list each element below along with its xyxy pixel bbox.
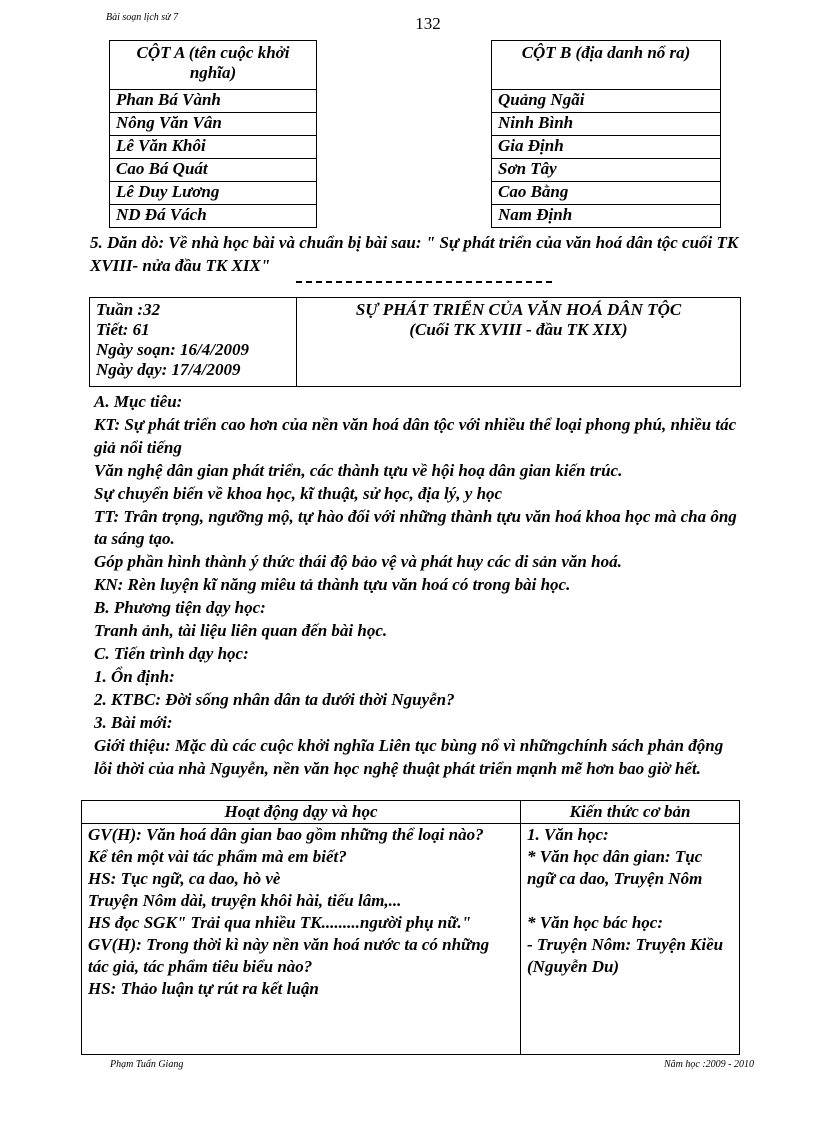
activity-line: Truyện Nôm dài, truyện khôi hài, tiếu lâm,... — [88, 891, 402, 910]
knowledge-line: * Văn học dân gian: Tục ngữ ca dao, Truyện Nôm — [527, 847, 703, 888]
body-line: 3. Bài mới: — [94, 712, 173, 732]
column-a-table — [109, 40, 317, 228]
column-b-item: Ninh Bình — [492, 113, 721, 136]
column-b-item: Sơn Tây — [492, 159, 721, 182]
section-heading-process: C. Tiến trình dạy học: — [94, 643, 249, 663]
column-b-item: Nam Định — [492, 205, 721, 228]
column-b-header: CỘT B (địa danh nổ ra) — [492, 41, 721, 90]
footer-school-year: Năm học :2009 - 2010 — [664, 1059, 754, 1070]
activity-line: HS: Tục ngữ, ca dao, hò vè — [88, 869, 281, 888]
column-a-item: Phan Bá Vành — [110, 90, 317, 113]
body-line: TT: Trân trọng, ngưỡng mộ, tự hào đối với những thành tựu văn hoá khoa học mà cha ông ta sáng tạo. — [94, 506, 737, 549]
activity-line: Kể tên một vài tác phẩm mà em biết? — [88, 847, 347, 866]
knowledge-line: * Văn học bác học: — [527, 913, 663, 932]
lesson-period: Tiết: 61 — [96, 320, 150, 339]
lesson-title-cell — [297, 298, 741, 387]
body-line: KT: Sự phát triển cao hơn của nền văn hoá dân tộc với nhiều thể loại phong phú, nhiều tác giả nổi tiếng — [94, 414, 737, 457]
lesson-meta-cell — [90, 298, 297, 387]
lesson-title: SỰ PHÁT TRIỂN CỦA VĂN HOÁ DÂN TỘC — [355, 300, 682, 319]
body-line: Sự chuyển biến về khoa học, kĩ thuật, sử học, địa lý, y học — [94, 483, 503, 503]
column-a-item: Nông Văn Vân — [110, 113, 317, 136]
page-number: 132 — [415, 14, 441, 33]
body-line: Giới thiệu: Mặc dù các cuộc khởi nghĩa Liên tục bùng nổ vì nhữngchính sách phản động lỗi thời của nhà Nguyễn, nền văn học nghệ thuật phát triển mạnh mẽ hơn bao giờ hết. — [94, 735, 724, 778]
lesson-subtitle: (Cuối TK XVIII - đầu TK XIX) — [409, 320, 628, 339]
knowledge-line — [527, 890, 733, 912]
column-b-item: Quảng Ngãi — [492, 90, 721, 113]
body-line: 1. Ổn định: — [94, 666, 175, 686]
knowledge-line: - Truyện Nôm: Truyện Kiều (Nguyễn Du) — [527, 935, 724, 976]
knowledge-line: 1. Văn học: — [527, 825, 609, 844]
footer-author: Phạm Tuấn Giang — [110, 1059, 184, 1070]
body-line: Tranh ảnh, tài liệu liên quan đến bài học. — [94, 621, 388, 641]
section-heading-objectives: A. Mục tiêu: — [94, 392, 183, 411]
activity-table — [81, 800, 740, 1055]
header-course-title: Bài soạn lịch sử 7 — [106, 12, 179, 23]
column-b-item: Cao Bằng — [492, 182, 721, 205]
section-heading-means: B. Phương tiện dạy học: — [94, 598, 266, 618]
lesson-prep-date: Ngày soạn: 16/4/2009 — [96, 340, 249, 359]
activity-cell — [82, 824, 521, 1055]
column-a-item: Lê Duy Lương — [110, 182, 317, 205]
lesson-week: Tuần :32 — [96, 300, 161, 319]
column-a-header: CỘT A (tên cuộc khởi nghĩa) — [110, 41, 317, 90]
activity-line: GV(H): Trong thời kì này nền văn hoá nước ta có những tác giả, tác phẩm tiêu biểu nào? — [88, 935, 490, 976]
column-a-item: Lê Văn Khôi — [110, 136, 317, 159]
activity-line: HS: Thảo luận tự rút ra kết luận — [88, 979, 319, 998]
activity-line: HS đọc SGK" Trải qua nhiều TK.........người phụ nữ." — [88, 913, 472, 932]
column-a-item: Cao Bá Quát — [110, 159, 317, 182]
activity-col-header: Hoạt động dạy và học — [82, 801, 521, 824]
knowledge-col-header: Kiến thức cơ bản — [521, 801, 740, 824]
column-b-table — [491, 40, 721, 228]
separator-line — [296, 281, 552, 283]
body-line: 2. KTBC: Đời sống nhân dân ta dưới thời Nguyễn? — [94, 689, 455, 709]
activity-line: GV(H): Văn hoá dân gian bao gồm những thể loại nào? — [88, 825, 484, 844]
body-line: KN: Rèn luyện kĩ năng miêu tả thành tựu văn hoá có trong bài học. — [94, 575, 571, 595]
body-line: Góp phần hình thành ý thức thái độ bảo vệ và phát huy các di sản văn hoá. — [94, 552, 622, 572]
homework-text: 5. Dăn dò: Về nhà học bài và chuẩn bị bài sau: " Sự phát triển của văn hoá dân tộc cuối TK XVIII- nửa đầu TK XIX" — [90, 233, 739, 275]
knowledge-cell — [521, 824, 740, 1055]
body-line: Văn nghệ dân gian phát triển, các thành tựu về hội hoạ dân gian kiến trúc. — [94, 460, 623, 480]
column-a-item: ND Đá Vách — [110, 205, 317, 228]
column-b-item: Gia Định — [492, 136, 721, 159]
lesson-body — [94, 391, 742, 780]
lesson-info-table — [89, 297, 741, 387]
lesson-teach-date: Ngày dạy: 17/4/2009 — [96, 360, 241, 379]
